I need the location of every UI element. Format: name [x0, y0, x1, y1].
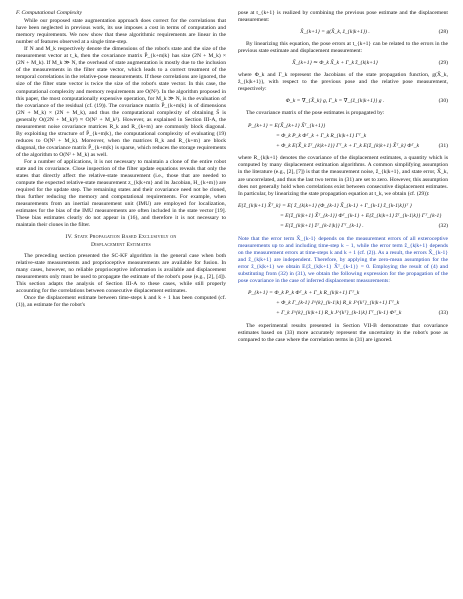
equation-number: (28) [438, 29, 448, 36]
equation-line: P_{k+1} = E{X̃_{k+1} X̃ᵀ_{k+1}} [248, 122, 326, 129]
equation-29 [238, 59, 448, 68]
equation-number: (31) [438, 142, 448, 149]
paragraph: While our proposed state augmentation approach does correct for the correlations that have been neglected in previous work, its use imposes a cost in terms of computation and memory requirements. We now show that these algorithmic requirements are linear in the number of features observed at a single time-step. [16, 18, 226, 46]
equation-31 [238, 121, 448, 151]
paragraph: For a number of applications, it is not necessary to maintain a clone of the entire robot state and its covariance. Close inspection of the filter update equations reveals that only the states that directly affect the relative-state measurement (i.e., those that are needed to compute the expected relative-state measurement z_{k|k+m} and its Jacobian, H_{k+m}) are required for the update step. The remaining states and their covariance need not be cloned, thus further reducing the memory and computational requirements. For example, when measurements from an inertial measurement unit (IMU) are employed for localization, estimates for the bias of the IMU measurements are often included in the state vector [19]. These bias estimates clearly do not appear in (16), and therefore it is not necessary to maintain their clones in the filter. [16, 158, 226, 229]
right-column [238, 10, 448, 344]
equation-body: X̂_{k+1} = g(X̂_k, ẑ_{k|k+1}) . [300, 29, 370, 36]
equation-line: = Φ_k P_k Φᵀ_k + Γ_k R_{k|k+1} Γᵀ_k [276, 132, 367, 139]
paragraph: Note that the error term X̃_{k-1} depends on the measurement errors of all exteroceptive measurements up to and including time-step k − 1, while the error term z̃_{k|k+1} depends on the measurement errors at time-steps k and k + 1 (cf. (2)). As a result, the errors X̃_{k-1} and z̃_{k|k+1} are independent. Therefore, by applying the zero-mean assumption for the error z̃_{k|k+1} we obtain E{z̃_{k|k+1} X̃ᵀ_{k-1}} = 0. Employing the result of (4) and substituting from (32) in (31), we obtain the following expression for the propagation of the pose covariance in the case of inferred displacement measurements: [238, 235, 448, 284]
equation-line: + Φ_k Γ_{k-1} J^{k}_{k-1|k} R_k J^{kᵀ}_{k|k+1} Γᵀ_k [276, 300, 400, 307]
paragraph: The experimental results presented in Section VII-B demonstrate that covariance estimates based on (33) more accurately represent the uncertainty in the robot's pose as compared to the case where the correlation terms in (31) are ignored. [238, 322, 448, 344]
section-title-line-1: State Propagation Based Exclusively on [74, 234, 177, 241]
paragraph: Once the displacement estimate between time-steps k and k + 1 has been computed (cf. (1)), an estimate for the robot's [16, 294, 226, 308]
equation-line: + Γ_k J^{k}_{k|k+1} R_k J^{kᵀ}_{k-1|k} Γᵀ_{k-1} Φᵀ_k [276, 310, 402, 317]
equation-body: Φ_k = ∇_{X̂_k} g, Γ_k = ∇_{ẑ_{k|k+1}} g . [285, 98, 385, 105]
paragraph: The covariance matrix of the pose estimates is propagated by: [246, 110, 385, 117]
equation-number: (32) [438, 223, 448, 230]
equation-line: E{z̃_{k|k+1} X̃ᵀ_k} = E{ z̃_{k|k+1} (Φ_{k-1} X̃_{k-1} + Γ_{k-1} z̃_{k-1|k})ᵀ } [238, 203, 412, 210]
equation-body: X̃_{k+1} ≃ Φ_k X̃_k + Γ_k z̃_{k|k+1} [292, 60, 378, 67]
paragraph: By linearizing this equation, the pose errors at t_{k+1} can be related to the errors in the previous state estimate and displacement measurement: [238, 41, 448, 55]
paragraph: The preceding section presented the SC-KF algorithm in the general case when both relative-state measurements and proprioceptive measurements are available for fusion. In many cases, however, no reliable proprioceptive information is available and displacement measurements only must be used to propagate the estimate of the robot's pose (e.g., [2], [4]). This section adapts the analysis of Section III-A to these cases, while still properly accounting for the correlations between consecutive displacement estimates. [16, 252, 226, 294]
equation-number: (33) [438, 310, 448, 317]
equation-33 [238, 289, 448, 319]
equation-32 [238, 202, 448, 232]
equation-30 [238, 97, 448, 106]
paragraph: where R_{k|k+1} denotes the covariance of the displacement estimates, a quantity which is computed by many displacement estimation algorithms. A common simplifying assumption in the literature (e.g., [2], [7]) is that the measurement noise, z̃_{k|k+1}, and state error, X̃_k, are uncorrelated, and thus the last two terms in (31) are set to zero. However, this assumption does not generally hold when correlations exist between consecutive displacement estimates. In particular, by linearizing the state propagation equation at t_k, we obtain (cf. (29)): [238, 155, 448, 197]
subsection-title: F. Computational Complexity [16, 10, 82, 16]
section-number: IV. [65, 234, 73, 241]
section-title [16, 234, 226, 248]
equation-28 [238, 28, 448, 37]
paragraph: where Φ_k and Γ_k represent the Jacobians of the state propagation function, g(X̂_k, ẑ_{k|k+1}), with respect to the previous pose and the relative pose measurement, respectively: [238, 72, 448, 93]
equation-line: P_{k+1} = Φ_k P_k Φᵀ_k + Γ_k R_{k|k+1} Γᵀ_k [248, 290, 360, 297]
equation-line: + Φ_k E{X̃_k z̃ᵀ_{k|k+1}} Γᵀ_k + Γ_k E{z̃_{k|k+1} X̃ᵀ_k} Φᵀ_k [276, 142, 419, 149]
left-column [16, 10, 226, 309]
equation-line: = E{z̃_{k|k+1} X̃ᵀ_{k-1}} Φᵀ_{k-1} + E{z̃_{k|k+1} z̃ᵀ_{k-1|k}} Γᵀ_{k-1} [280, 213, 442, 220]
equation-line: = E{z̃_{k|k+1} z̃ᵀ_{k-1|k}} Γᵀ_{k-1} . [280, 223, 364, 230]
paragraph: pose at t_{k+1} is realized by combining the previous pose estimate and the displacement measurement: [238, 10, 448, 24]
paragraph: If N and M_k respectively denote the dimensions of the robot's state and the size of the measurement vector at t_k, then the covariance matrix P̆_{k+m|k} has size (2N + M_k) × (2N + M_k). If M_k ≫ N, the overhead of state augmentation is mostly due to the inclusion of the measurements in the filter state vector, which leads to a correct treatment of the temporal correlations in the relative-pose measurements. If these correlations are ignored, the size of the filter state vector is twice the size of the robot's state vector. In this case, the computational complexity and memory requirements are O(N²). In the algorithm proposed in this paper, the most computationally expensive operation, for M_k ≫ N, is the evaluation of the covariance of the residual (cf. (19)). The covariance matrix P̆_{k+m|k} is of dimensions (2N + M_k) × (2N + M_k), and thus the computational complexity of obtaining S̆ is generally O((2N + M_k)²) ≈ O(N² + M_k²). However, as explained in Section III-A, the measurement noise covariance matrices R_k and R_{k+m} are commonly block diagonal. By exploiting the structure of P̆_{k+m|k}, the computational complexity of evaluating (19) reduces to O(N² + M_k). Moreover, when the matrices R_k and R_{k+m} are block diagonal, the covariance matrix P̆_{k+m|k} is sparse, which reduces the storage requirements of the algorithm to O(N² + M_k) as well. [16, 46, 226, 158]
section-title-line-2: Displacement Estimates [91, 241, 151, 248]
equation-number: (30) [438, 98, 448, 105]
equation-number: (29) [438, 60, 448, 67]
